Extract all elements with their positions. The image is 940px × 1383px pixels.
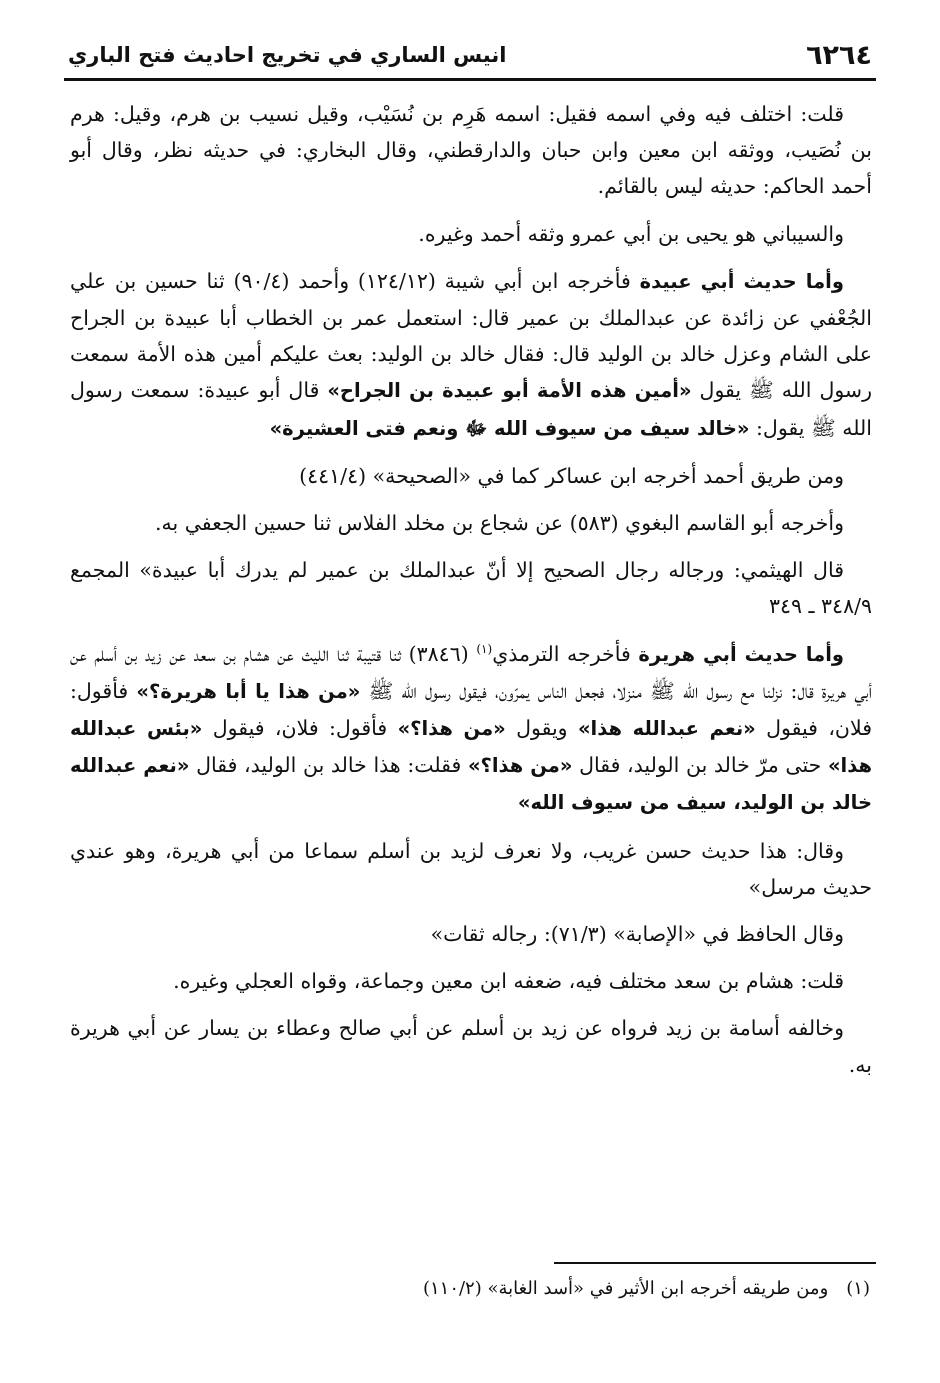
emphasized-text: «بئس عبدالله هذا» <box>70 717 873 778</box>
footnote-mark: (١) <box>846 1278 870 1299</box>
footnote-reference: (١) <box>476 641 493 656</box>
paragraph <box>70 963 872 999</box>
paragraph-text: قال الهيثمي: ورجاله رجال الصحيح إلا أنّ عبدالملك بن عمير لم يدرك أبا عبيدة» المجمع ٣٤٨/٩ ـ ٣٤٩ <box>70 558 872 619</box>
footnote-separator <box>554 1262 876 1264</box>
paragraph-text: ومن طريق أحمد أخرجه ابن عساكر كما في «الصحيحة» (٤٤١/٤) <box>299 463 844 488</box>
paragraph-text: ويقول <box>505 716 578 741</box>
paragraph <box>70 552 872 624</box>
paragraph <box>70 636 872 822</box>
emphasized-text: «نعم عبدالله هذا» <box>577 717 756 741</box>
page-number: ٦٢٦٤ <box>806 40 872 71</box>
page-header <box>64 38 876 81</box>
paragraph <box>70 458 872 494</box>
paragraph-text: فقلت: هذا خالد بن الوليد، فقال <box>189 753 468 778</box>
emphasized-text: «من هذا؟» <box>467 754 573 778</box>
paragraph-text: فأقول: فلان، فيقول <box>70 678 873 741</box>
paragraph-text: فأخرجه ابن أبي شيبة (١٢٤/١٢) وأحمد (٩٠/٤) ثنا حسين بن علي الجُعْفي عن زائدة عن عبدالملك بن عمير قال: استعمل عمر بن الخطاب أبا عبيدة بن الجراح على الشام وعزل خالد بن الوليد قال: فقال خالد بن الوليد: بعث عليكم أمين هذه الأمة سمعت رسول الله ﷺ يقول <box>70 268 873 403</box>
paragraph <box>70 96 872 205</box>
emphasized-text: «خالد سيف من سيوف الله ﷻ ونعم فتى العشيرة» <box>269 416 750 440</box>
paragraph-text: فأقول: فلان، فيقول <box>202 716 398 741</box>
paragraph-text: فأخرجه الترمذي <box>492 641 639 666</box>
emphasized-text: وأما حديث أبي عبيدة <box>639 269 844 293</box>
running-title: انيس الساري في تخريج احاديث فتح الباري <box>68 43 507 67</box>
paragraph <box>70 1010 872 1082</box>
paragraph-text: قلت: اختلف فيه وفي اسمه فقيل: اسمه هَرِم بن نُسَيْب، وقيل نسيب بن هرم، وقيل: هرم بن نُصَيب، ووثقه ابن معين وابن حبان والدارقطني، وقال البخاري: في حديثه نظر، وقال أبو أحمد الحاكم: حديثه ليس بالقائم. <box>70 102 872 199</box>
emphasized-text: وأما حديث أبي هريرة <box>638 642 844 666</box>
paragraph-text: وخالفه أسامة بن زيد فرواه عن زيد بن أسلم عن أبي صالح وعطاء بن يسار عن أبي هريرة به. <box>70 1016 872 1077</box>
paragraph-text: حتى مرّ خالد بن الوليد، فقال <box>572 753 828 778</box>
paragraph-text: (٣٨٤٦) ثنا قتيبة ثنا الليث عن هشام بن سعد عن زيد بن أسلم عن أبي هريرة قال: نزلنا مع رسول الله ﷺ منزلا، فجعل الناس يمرّون، فيقول رسول الله ﷺ <box>70 641 872 703</box>
paragraph <box>70 505 872 541</box>
paragraph <box>70 263 872 447</box>
footnote <box>70 1276 870 1302</box>
emphasized-text: «من هذا يا أبا هريرة؟» <box>136 679 361 703</box>
emphasized-text: «من هذا؟» <box>397 717 506 741</box>
emphasized-text: «أمين هذه الأمة أبو عبيدة بن الجراح» <box>327 379 692 403</box>
paragraph-text: وقال: هذا حديث حسن غريب، ولا نعرف لزيد بن أسلم سماعا من أبي هريرة، وهو عندي حديث مرسل» <box>70 838 872 899</box>
paragraph-text: وأخرجه أبو القاسم البغوي (٥٨٣) عن شجاع بن مخلد الفلاس ثنا حسين الجعفي به. <box>154 511 844 536</box>
emphasized-text: «نعم عبدالله خالد بن الوليد، سيف من سيوف الله» <box>70 754 872 815</box>
paragraph <box>70 833 872 905</box>
paragraph-text: قال أبو عبيدة: سمعت رسول الله ﷺ يقول: <box>70 378 872 440</box>
body-text <box>70 96 872 1094</box>
footnote-text: ومن طريقه أخرجه ابن الأثير في «أسد الغابة» (١١٠/٢) <box>422 1278 829 1299</box>
paragraph-text: والسيباني هو يحيى بن أبي عمرو وثقه أحمد وغيره. <box>418 221 844 246</box>
paragraph <box>70 216 872 252</box>
paragraph-text: قلت: هشام بن سعد مختلف فيه، ضعفه ابن معين وجماعة، وقواه العجلي وغيره. <box>173 969 844 994</box>
paragraph <box>70 916 872 952</box>
paragraph-text: وقال الحافظ في «الإصابة» (٧١/٣): رجاله ثقات» <box>430 922 844 947</box>
